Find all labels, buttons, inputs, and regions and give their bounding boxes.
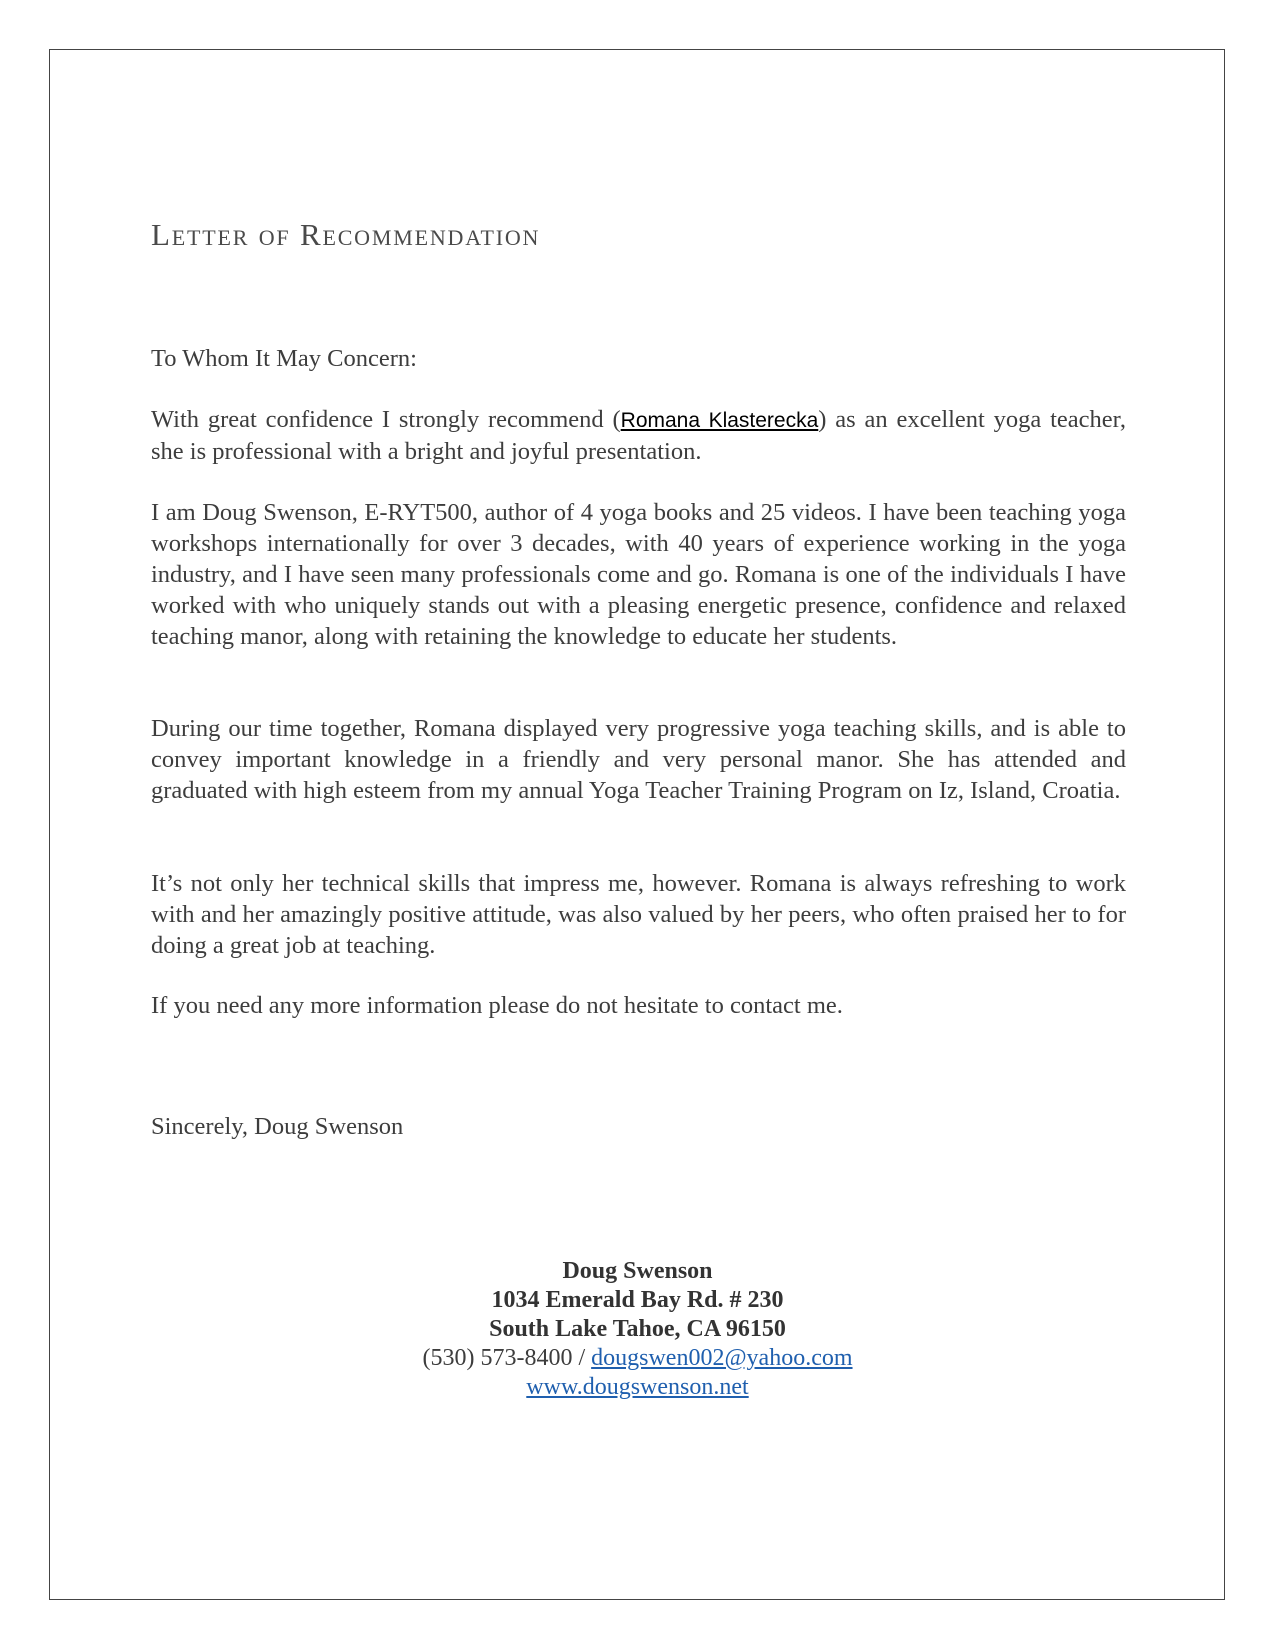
paragraph-recommendation xyxy=(151,404,1126,467)
letter-title: Letter of Recommendation xyxy=(151,217,541,252)
signature-address-line1: 1034 Emerald Bay Rd. # 230 xyxy=(491,1287,784,1313)
signature-name: Doug Swenson xyxy=(562,1258,713,1284)
signature-contact-line xyxy=(0,1344,1275,1373)
paragraph-credentials: I am Doug Swenson, E-RYT500, author of 4 yoga books and 25 videos. I have been teaching yoga workshops internationally for over 3 decades, with 40 years of experience working in the yoga industry, and I have seen many professionals come and go. Romana is one of the individuals I have worked with who uniquely stands out with a pleasing energetic presence, confidence and relaxed teaching manor, along with retaining the knowledge to educate her students. xyxy=(151,499,1126,650)
paragraph-text: With great confidence I strongly recommend ( xyxy=(151,406,621,433)
signature-block xyxy=(0,1257,1275,1402)
website-line xyxy=(0,1373,1275,1402)
signature-phone: (530) 573-8400 / xyxy=(422,1345,592,1371)
closing: Sincerely, Doug Swenson xyxy=(151,1113,404,1140)
candidate-name: Romana Klasterecka xyxy=(620,409,819,432)
signature-address-line2: South Lake Tahoe, CA 96150 xyxy=(489,1316,786,1342)
salutation: To Whom It May Concern: xyxy=(151,345,417,372)
paragraph-skills: During our time together, Romana displayed very progressive yoga teaching skills, and is able to convey important knowledge in a friendly and very personal manor. She has attended and graduated with high esteem from my annual Yoga Teacher Training Program on Iz, Island, Croatia. xyxy=(151,715,1126,804)
website-link[interactable]: www.dougswenson.net xyxy=(526,1374,749,1400)
paragraph-attitude: It’s not only her technical skills that impress me, however. Romana is always refreshing to work with and her amazingly positive attitude, was also valued by her peers, who often praised her to for doing a great job at teaching. xyxy=(151,870,1126,959)
paragraph-text: ) as an excellent yoga teacher, she is professional with a bright and joyful presentation. xyxy=(151,406,1126,465)
paragraph-contact: If you need any more information please do not hesitate to contact me. xyxy=(151,992,843,1019)
email-link[interactable]: dougswen002@yahoo.com xyxy=(591,1345,853,1371)
